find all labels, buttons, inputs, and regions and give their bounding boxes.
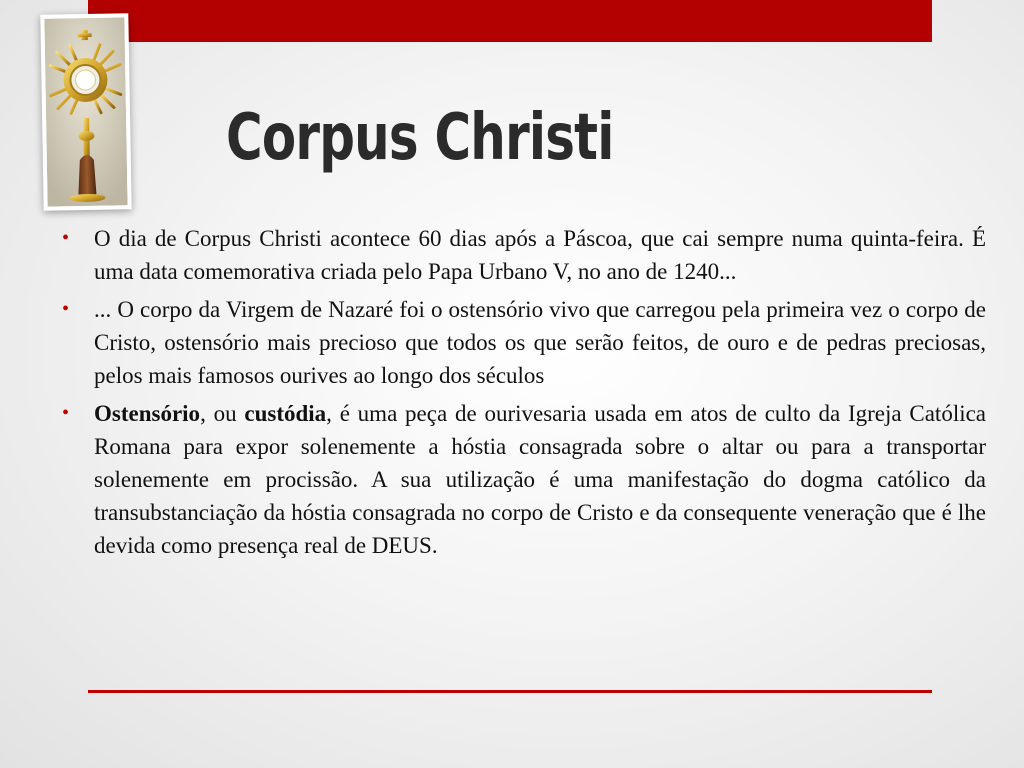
bullet-separator: , ou [200, 401, 245, 426]
bullet-list [60, 222, 986, 567]
monstrance-icon [44, 17, 127, 206]
bullet-marker: • [62, 402, 70, 424]
bullet-marker: • [62, 298, 70, 320]
bullet-text: ... O corpo da Virgem de Nazaré foi o ostensório vivo que carregou pela primeira vez o corpo de Cristo, ostensório mais precioso que todos os que serão feitos, de ouro e de pedras preciosas, pelos mais famosos ourives ao longo dos séculos [94, 297, 986, 388]
bullet-item [60, 397, 986, 562]
bullet-marker: • [62, 227, 70, 249]
bottom-divider [88, 690, 932, 693]
bullet-item [60, 293, 986, 392]
bullet-item [60, 222, 986, 288]
term-ostensorio: Ostensório [94, 401, 201, 426]
bullet-text: , é uma peça de ourivesaria usada em atos de culto da Igreja Católica Romana para expor solenemente a hóstia consagrada sobre o altar ou para a transportar solenemente em procissão. A sua utilização é uma manifestação do dogma católico da transubstanciação da hóstia consagrada no corpo de Cristo e da consequente veneração que é lhe devida como presença real de DEUS. [94, 401, 987, 558]
top-accent-bar [88, 0, 932, 42]
bullet-text: O dia de Corpus Christi acontece 60 dias após a Páscoa, que cai sempre numa quinta-feira. É uma data comemorativa criada pelo Papa Urbano V, no ano de 1240... [94, 226, 986, 284]
monstrance-photo [40, 13, 131, 211]
term-custodia: custódia [244, 401, 327, 426]
slide-title: Corpus Christi [226, 101, 614, 175]
